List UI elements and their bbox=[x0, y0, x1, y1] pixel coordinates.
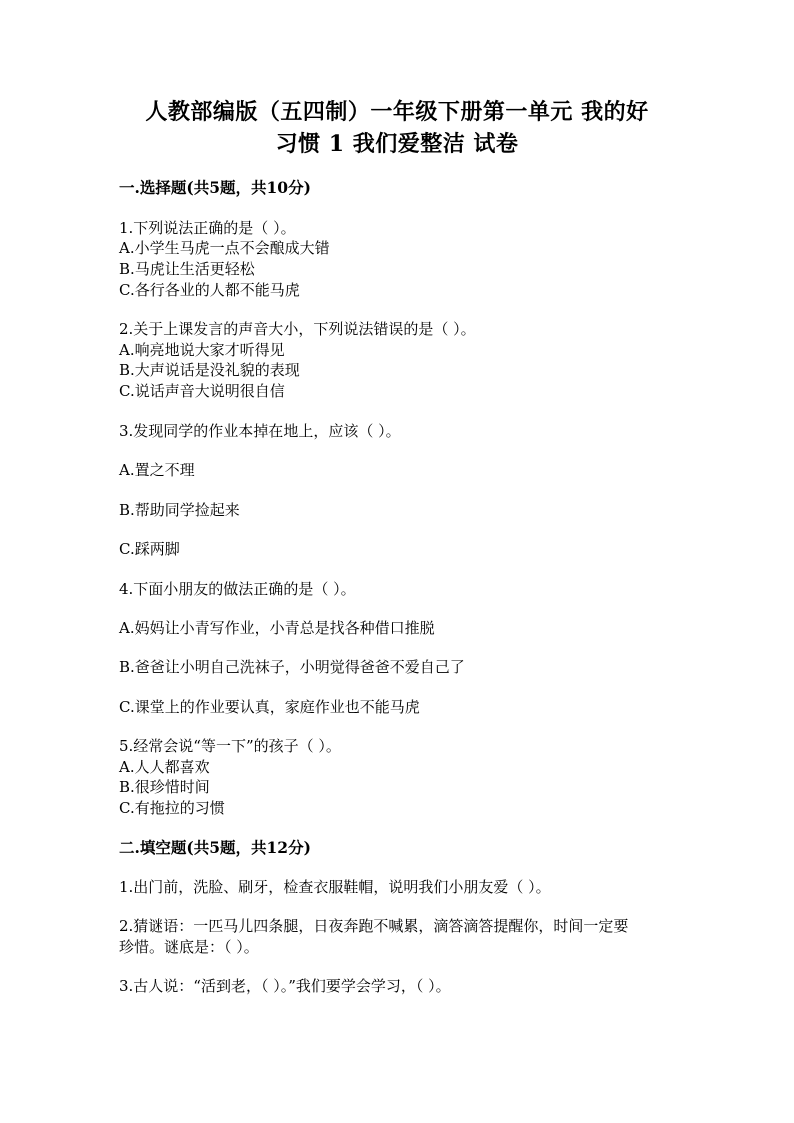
fill-question-1: 1.出门前，洗脸、刷牙，检查衣服鞋帽，说明我们小朋友爱（ ）。 bbox=[119, 878, 551, 896]
question-5-option-b: B.很珍惜时间 bbox=[119, 778, 210, 796]
question-1-option-a: A.小学生马虎一点不会酿成大错 bbox=[119, 239, 330, 257]
question-1-option-b: B.马虎让生活更轻松 bbox=[119, 260, 255, 278]
question-4-option-a: A.妈妈让小青写作业，小青总是找各种借口推脱 bbox=[119, 619, 435, 637]
question-4-option-c: C.课堂上的作业要认真，家庭作业也不能马虎 bbox=[119, 698, 420, 716]
question-2-option-a: A.响亮地说大家才听得见 bbox=[119, 341, 285, 359]
question-1-option-c: C.各行各业的人都不能马虎 bbox=[119, 281, 300, 299]
title-line-1: 人教部编版（五四制）一年级下册第一单元 我的好 bbox=[145, 99, 649, 125]
question-3-option-a: A.置之不理 bbox=[119, 461, 195, 479]
section-heading-fill: 二.填空题(共5题，共12分) bbox=[119, 838, 311, 857]
fill-question-3: 3.古人说：“活到老，（ ）。”我们要学会学习，（ ）。 bbox=[119, 977, 451, 995]
question-4-option-b: B.爸爸让小明自己洗袜子，小明觉得爸爸不爱自己了 bbox=[119, 658, 465, 676]
question-3-stem: 3.发现同学的作业本掉在地上，应该（ ）。 bbox=[119, 422, 401, 440]
question-2-option-b: B.大声说话是没礼貌的表现 bbox=[119, 361, 300, 379]
question-2-stem: 2.关于上课发言的声音大小，下列说法错误的是（ ）。 bbox=[119, 320, 476, 338]
page-title bbox=[120, 96, 674, 160]
question-3-option-c: C.踩两脚 bbox=[119, 540, 180, 558]
question-2-option-c: C.说话声音大说明很自信 bbox=[119, 382, 285, 400]
title-line-2: 习惯 1 我们爱整洁 试卷 bbox=[275, 131, 519, 157]
question-4-stem: 4.下面小朋友的做法正确的是（ ）。 bbox=[119, 580, 356, 598]
question-1-stem: 1.下列说法正确的是（ ）。 bbox=[119, 219, 296, 237]
question-5-option-a: A.人人都喜欢 bbox=[119, 758, 210, 776]
fill-question-2-line-2: 珍惜。谜底是：（ ）。 bbox=[119, 938, 259, 956]
question-3-option-b: B.帮助同学捡起来 bbox=[119, 501, 240, 519]
section-heading-choice: 一.选择题(共5题，共10分) bbox=[119, 178, 311, 197]
fill-question-2-line-1: 2.猜谜语：一匹马儿四条腿，日夜奔跑不喊累，滴答滴答提醒你，时间一定要 bbox=[119, 917, 629, 935]
question-5-stem: 5.经常会说“等一下”的孩子（ ）。 bbox=[119, 737, 341, 755]
question-5-option-c: C.有拖拉的习惯 bbox=[119, 799, 225, 817]
